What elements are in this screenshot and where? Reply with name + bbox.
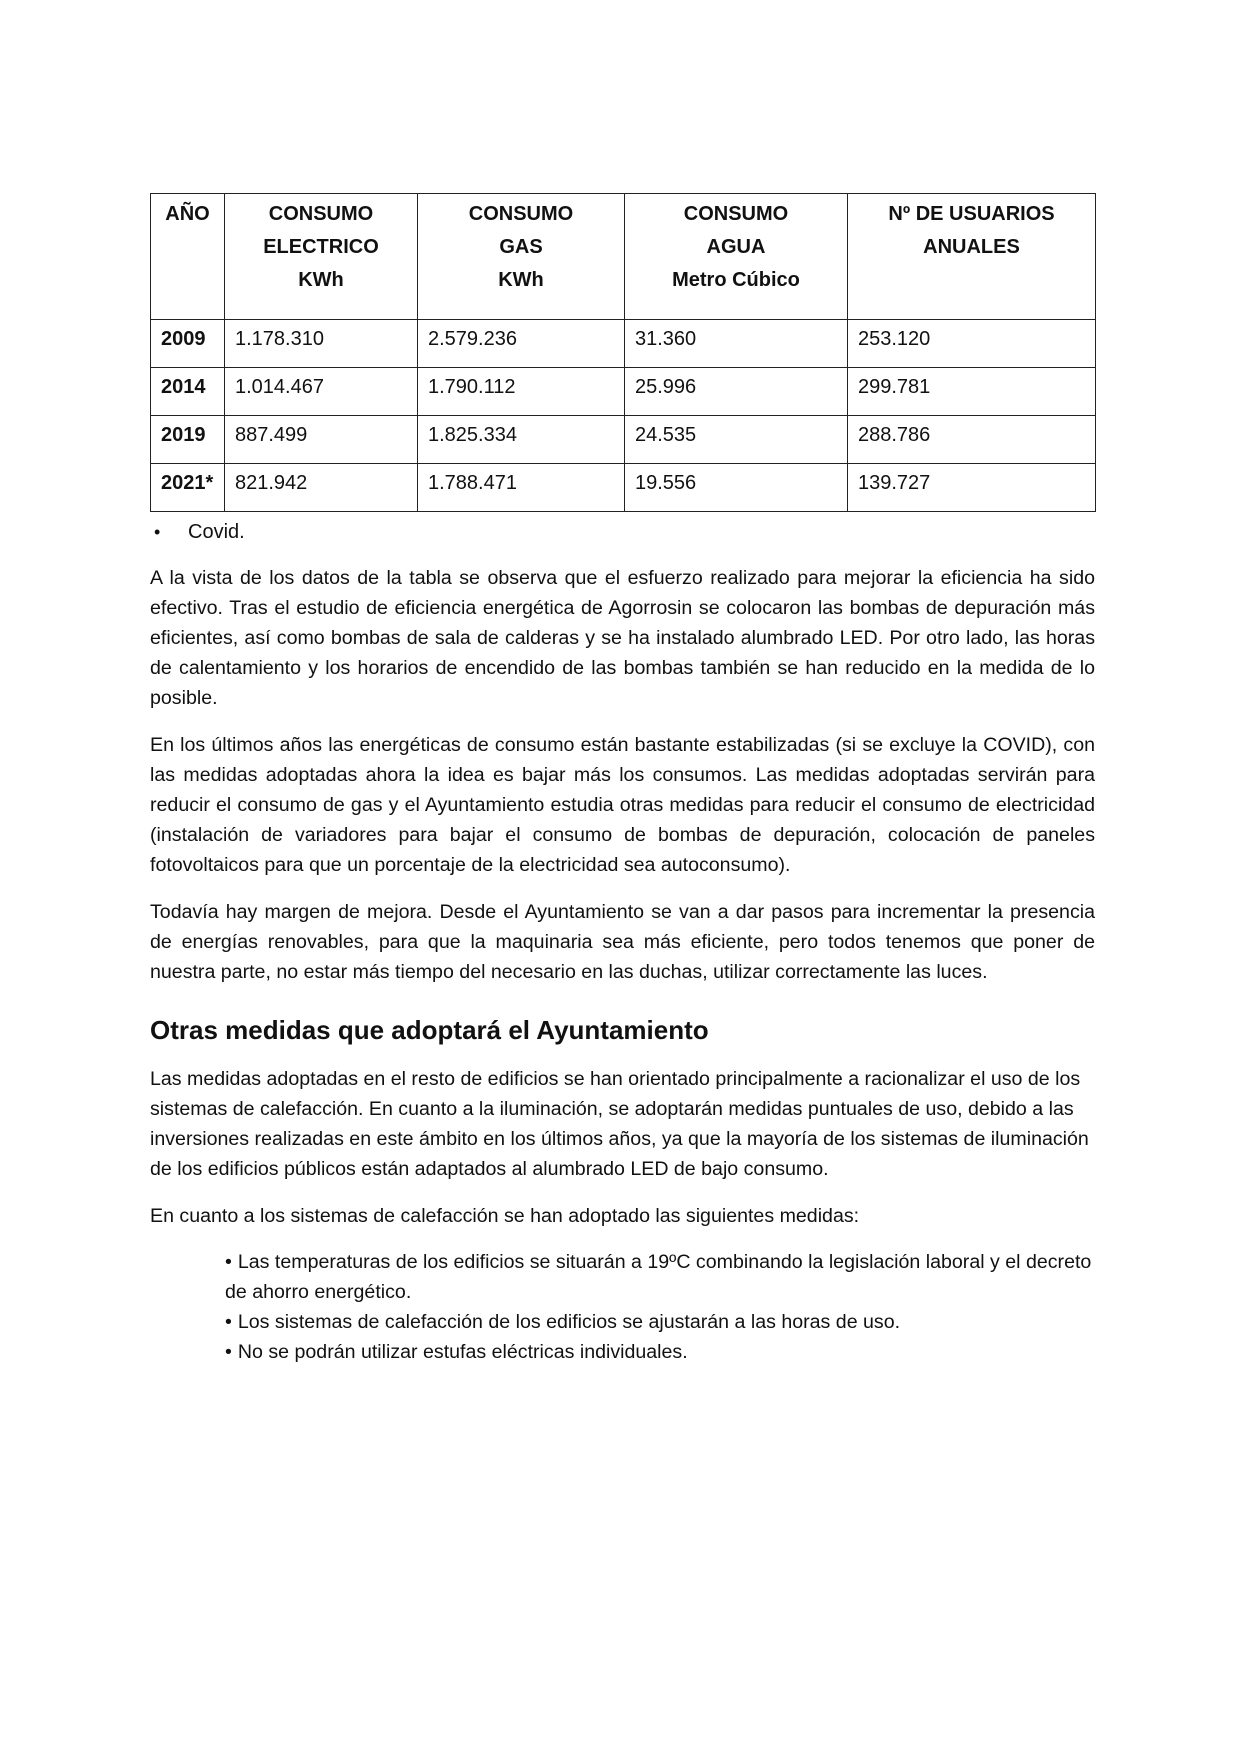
header-year: AÑO [151, 194, 225, 320]
measures-list [150, 1247, 1095, 1367]
paragraph: En cuanto a los sistemas de calefacción se han adoptado las siguientes medidas: [150, 1205, 860, 1227]
cell-water: 19.556 [625, 464, 848, 512]
footnote-text: Covid. [188, 521, 245, 543]
header-electric-consumption: CONSUMO ELECTRICO KWh [225, 194, 418, 320]
table-footnote [150, 518, 1095, 546]
table-row [151, 320, 1096, 368]
paragraph: En los últimos años las energéticas de consumo están bastante estabilizadas (si se excluye la COVID), con las medidas adoptadas ahora la idea es bajar más los consumos. Las medidas adoptadas servirán para reducir el consumo de gas y el Ayuntamiento estudia otras medidas para reducir el consumo de electricidad (instalación de variadores para bajar el consumo de bombas de depuración, colocación de paneles fotovoltaicos para que un porcentaje de la electricidad sea autoconsumo). [150, 734, 1095, 876]
bullet-icon: • [154, 522, 161, 542]
list-item-text: Los sistemas de calefacción de los edificios se ajustarán a las horas de uso. [237, 1311, 901, 1333]
list-item [225, 1307, 1095, 1337]
cell-users: 299.781 [848, 368, 1096, 416]
cell-electric: 1.014.467 [225, 368, 418, 416]
paragraph: Las medidas adoptadas en el resto de edificios se han orientado principalmente a racionalizar el uso de los sistemas de calefacción. En cuanto a la iluminación, se adoptarán medidas puntuales de uso, debido a las inversiones realizadas en este ámbito en los últimos años, ya que la mayoría de los sistemas de iluminación de los edificios públicos están adaptados al alumbrado LED de bajo consumo. [150, 1068, 1089, 1180]
header-gas-consumption: CONSUMO GAS KWh [418, 194, 625, 320]
cell-gas: 1.825.334 [418, 416, 625, 464]
cell-gas: 1.790.112 [418, 368, 625, 416]
bullet-icon: • [225, 1341, 232, 1363]
cell-water: 24.535 [625, 416, 848, 464]
cell-users: 253.120 [848, 320, 1096, 368]
list-item [225, 1247, 1095, 1307]
paragraph: A la vista de los datos de la tabla se observa que el esfuerzo realizado para mejorar la eficiencia ha sido efectivo. Tras el estudio de eficiencia energética de Agorrosin se colocaron las bombas de depuración más eficientes, así como bombas de sala de calderas y se ha instalado alumbrado LED. Por otro lado, las horas de calentamiento y los horarios de encendido de las bombas también se han reducido en la medida de lo posible. [150, 567, 1095, 709]
list-item-text: No se podrán utilizar estufas eléctricas individuales. [237, 1341, 688, 1363]
cell-electric: 1.178.310 [225, 320, 418, 368]
cell-year: 2019 [151, 416, 225, 464]
consumption-table [150, 193, 1096, 512]
table-row [151, 416, 1096, 464]
cell-year: 2009 [151, 320, 225, 368]
cell-users: 139.727 [848, 464, 1096, 512]
table-row [151, 368, 1096, 416]
header-annual-users: Nº DE USUARIOS ANUALES [848, 194, 1096, 320]
bullet-icon: • [225, 1311, 232, 1333]
cell-water: 31.360 [625, 320, 848, 368]
section-heading: Otras medidas que adoptará el Ayuntamiento [150, 1015, 709, 1045]
cell-gas: 2.579.236 [418, 320, 625, 368]
cell-electric: 821.942 [225, 464, 418, 512]
cell-year: 2014 [151, 368, 225, 416]
list-item-text: Las temperaturas de los edificios se situarán a 19ºC combinando la legislación laboral y el decreto de ahorro energético. [225, 1251, 1092, 1303]
cell-water: 25.996 [625, 368, 848, 416]
bullet-icon: • [225, 1251, 232, 1273]
header-water-consumption: CONSUMO AGUA Metro Cúbico [625, 194, 848, 320]
list-item [225, 1337, 1095, 1367]
document-page [150, 193, 1095, 1367]
paragraph: Todavía hay margen de mejora. Desde el Ayuntamiento se van a dar pasos para incrementar la presencia de energías renovables, para que la maquinaria sea más eficiente, pero todos tenemos que poner de nuestra parte, no estar más tiempo del necesario en las duchas, utilizar correctamente las luces. [150, 901, 1095, 983]
cell-year: 2021* [151, 464, 225, 512]
cell-electric: 887.499 [225, 416, 418, 464]
cell-gas: 1.788.471 [418, 464, 625, 512]
table-header-row [151, 194, 1096, 320]
table-row [151, 464, 1096, 512]
cell-users: 288.786 [848, 416, 1096, 464]
